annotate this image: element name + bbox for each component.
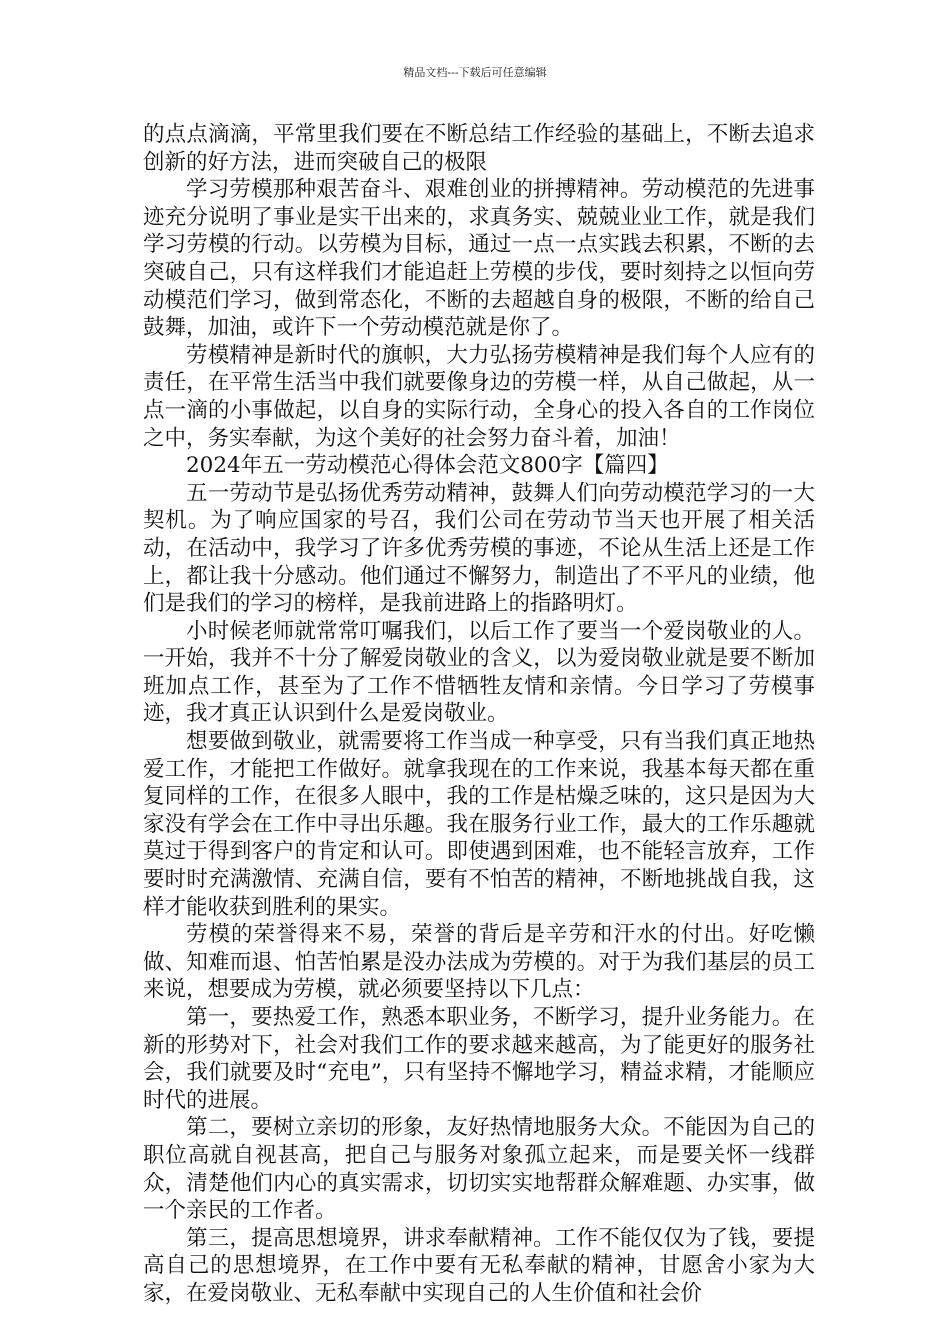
paragraph: 想要做到敬业，就需要将工作当成一种享受，只有当我们真正地热爱工作，才能把工作做好。就拿我现在的工作来说，我基本每天都在重复同样的工作，在很多人眼中，我的工作是枯燥乏味的，这只是因为大家没有学会在工作中寻出乐趣。我在服务行业工作，最大的工作乐趣就莫过于得到客户的肯定和认可。即使遇到困难，也不能轻言放弃，工作要时时充满激情、充满自信，要有不怕苦的精神，不断地挑战自我，这样才能收获到胜利的果实。 [143,729,815,920]
paragraph: 劳模精神是新时代的旗帜，大力弘扬劳模精神是我们每个人应有的责任，在平常生活当中我们就要像身边的劳模一样，从自己做起，从一点一滴的小事做起，以自身的实际行动，全身心的投入各自的工作岗位之中，务实奉献，为这个美好的社会努力奋斗着，加油！ [143,342,815,451]
paragraph-continued: 的点点滴滴，平常里我们要在不断总结工作经验的基础上，不断去追求创新的好方法，进而突破自己的极限 [143,122,815,175]
section-heading: 2024年五一劳动模范心得体会范文800字【篇四】 [186,453,669,479]
paragraph: 第二，要树立亲切的形象，友好热情地服务大众。不能因为自己的职位高就自视甚高，把自己与服务对象孤立起来，而是要关怀一线群众，清楚他们内心的真实需求，切切实实地帮群众解难题、办实事，做一个亲民的工作者。 [143,1115,815,1224]
paragraph: 第一，要热爱工作，熟悉本职业务，不断学习，提升业务能力。在新的形势对下，社会对我们工作的要求越来越高，为了能更好的服务社会，我们就要及时“充电”，只有坚持不懈地学习，精益求精，才能顺应时代的进展。 [143,1005,815,1113]
paragraph: 劳模的荣誉得来不易，荣誉的背后是辛劳和汗水的付出。好吃懒做、知难而退、怕苦怕累是没办法成为劳模的。对于为我们基层的员工来说，想要成为劳模，就必须要坚持以下几点： [143,922,815,1003]
page-header: 精品文档---下载后可任意编辑 [403,66,547,79]
paragraph: 第三，提高思想境界，讲求奉献精神。工作不能仅仅为了钱，要提高自己的思想境界，在工作中要有无私奉献的精神，甘愿舍小家为大家，在爱岗敬业、无私奉献中实现自己的人生价值和社会价 [143,1225,815,1306]
paragraph: 小时候老师就常常叮嘱我们，以后工作了要当一个爱岗敬业的人。一开始，我并不十分了解爱岗敬业的含义，以为爱岗敬业就是要不断加班加点工作，甚至为了工作不惜牺牲友情和亲情。今日学习了劳模事迹，我才真正认识到什么是爱岗敬业。 [143,618,815,727]
document-body [143,121,815,1308]
paragraph: 五一劳动节是弘扬优秀劳动精神，鼓舞人们向劳动模范学习的一大契机。为了响应国家的号召，我们公司在劳动节当天也开展了相关活动，在活动中，我学习了许多优秀劳模的事迹，不论从生活上还是工作上，都让我十分感动。他们通过不懈努力，制造出了不平凡的业绩，他们是我们的学习的榜样，是我前进路上的指路明灯。 [143,480,815,617]
paragraph: 学习劳模那种艰苦奋斗、艰难创业的拼搏精神。劳动模范的先进事迹充分说明了事业是实干出来的，求真务实、兢兢业业工作，就是我们学习劳模的行动。以劳模为目标，通过一点一点实践去积累，不断的去突破自己，只有这样我们才能追赶上劳模的步伐，要时刻持之以恒向劳动模范们学习，做到常态化，不断的去超越自身的极限，不断的给自己鼓舞，加油，或许下一个劳动模范就是你了。 [143,177,815,341]
